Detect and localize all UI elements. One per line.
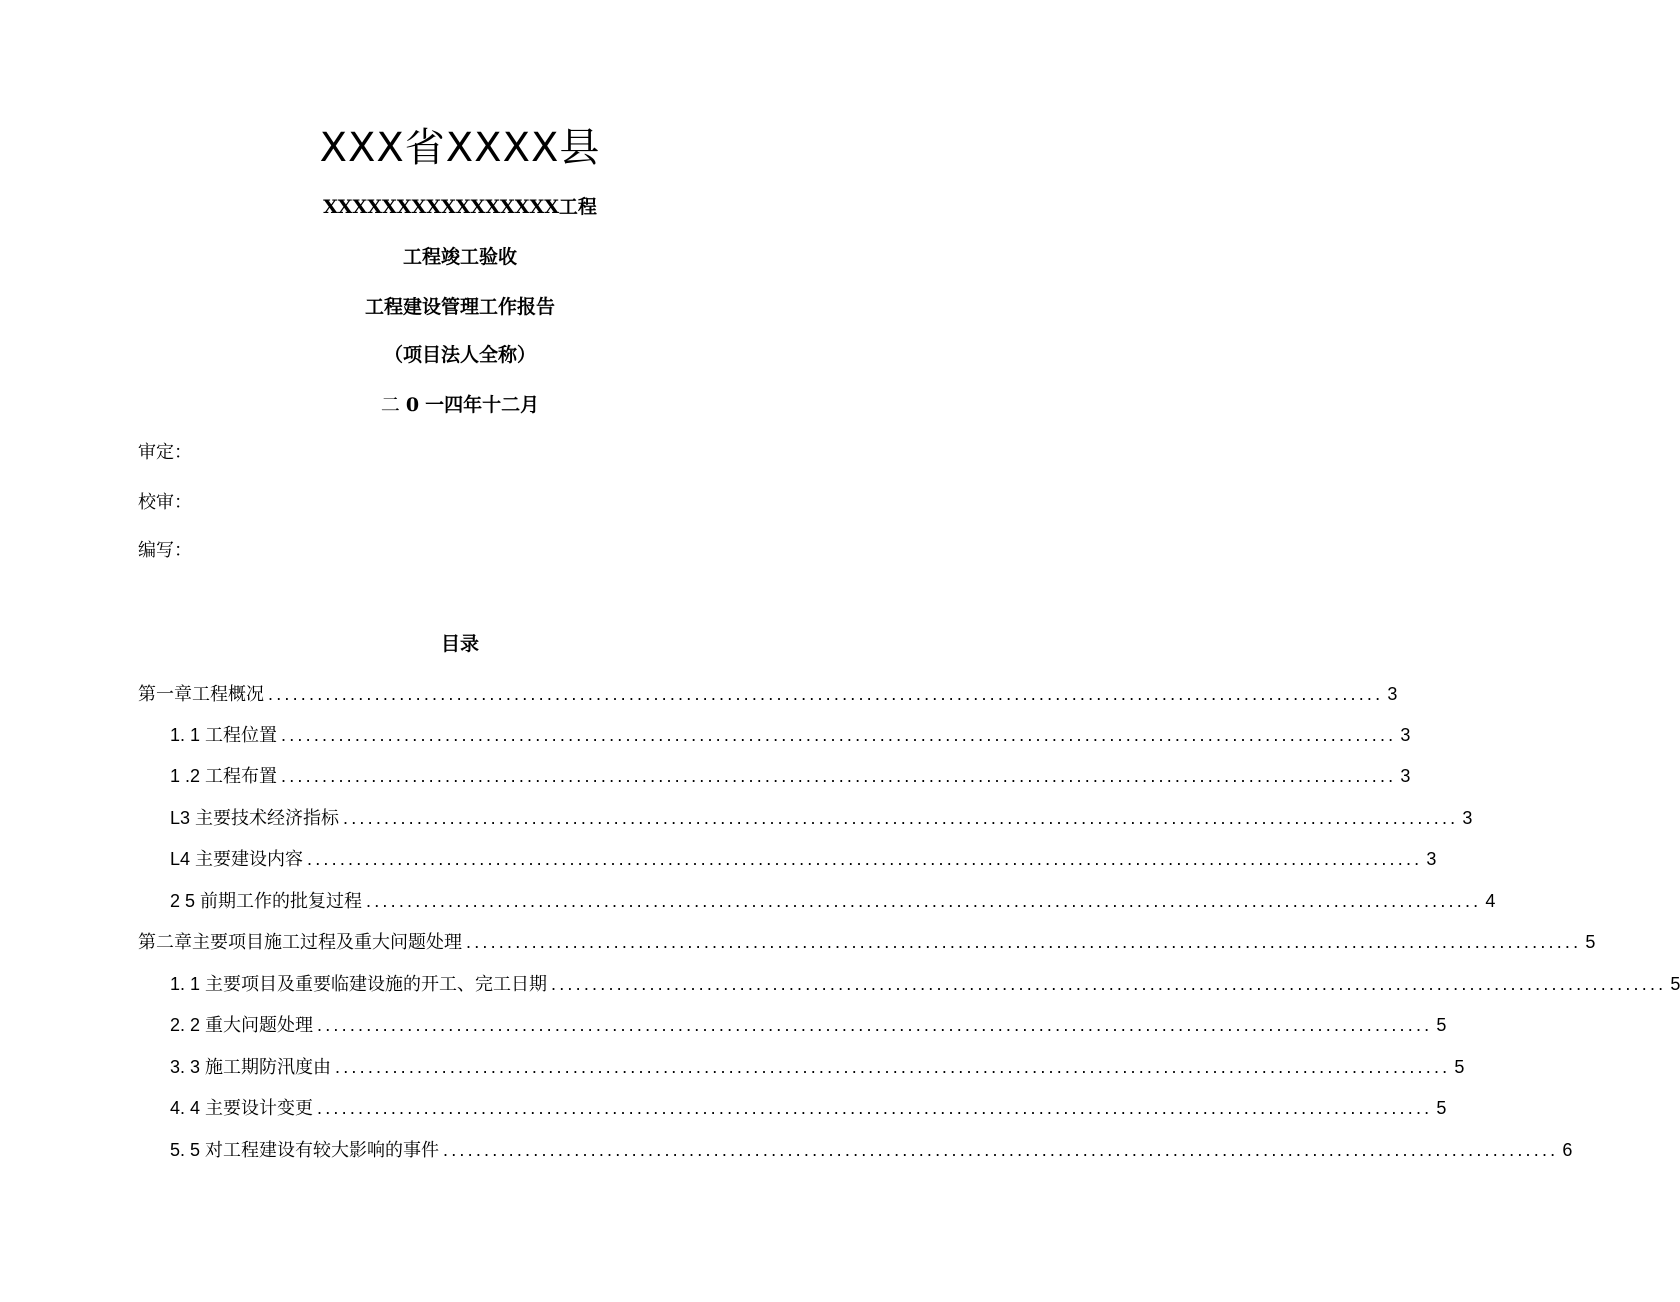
toc-entry[interactable] [170, 1095, 1447, 1122]
toc-entry[interactable] [170, 846, 1437, 873]
project-name: XXXXXXXXXXXXXXXX工程 [323, 196, 597, 218]
toc-page-number: 3 [1462, 808, 1473, 828]
toc-entry-number: 2. 2 [170, 1015, 206, 1035]
toc-entry-text: 前期工作的批复过程 [200, 891, 363, 912]
toc-dot-leader: ........................................................................................................................................ [307, 849, 1423, 869]
toc-entry-label [170, 846, 303, 873]
toc-entry[interactable] [170, 763, 1411, 790]
date-suffix: 一四年十二月 [425, 394, 540, 416]
toc-entry[interactable] [170, 888, 1496, 915]
report-date [0, 392, 920, 418]
toc-entry-text: 主要建设内容 [195, 849, 304, 870]
toc-entry-label [170, 1054, 331, 1081]
toc-entry[interactable] [138, 929, 1596, 956]
toc-dot-leader: ........................................................................................................................................ [281, 766, 1397, 786]
toc-entry-text: 施工期防汛度由 [205, 1057, 332, 1078]
toc-dot-leader: ........................................................................................................................................ [317, 1015, 1433, 1035]
toc-entry-label [170, 1012, 313, 1039]
toc-page-number: 3 [1400, 766, 1411, 786]
toc-entry-number: 1 .2 [170, 766, 206, 786]
toc-entry-number: 3. 3 [170, 1057, 206, 1077]
toc-entry[interactable] [170, 805, 1473, 832]
toc-entry[interactable] [170, 1137, 1573, 1164]
toc-page-number: 6 [1562, 1140, 1573, 1160]
toc-dot-leader: ........................................................................................................................................ [551, 974, 1667, 994]
toc-page-number: 5 [1454, 1057, 1465, 1077]
toc-dot-leader: ........................................................................................................................................ [366, 891, 1482, 911]
toc-dot-leader: ........................................................................................................................................ [466, 932, 1582, 952]
toc-dot-leader: ........................................................................................................................................ [335, 1057, 1451, 1077]
signoff-compile: 编写： [138, 540, 192, 561]
toc-page-number: 5 [1585, 932, 1596, 952]
toc-entry[interactable] [170, 722, 1411, 749]
toc-entry-number: 5. 5 [170, 1140, 206, 1160]
report-subtitle-management: 工程建设管理工作报告 [364, 296, 555, 318]
toc-entry-text: 工程布置 [205, 766, 278, 787]
toc-page-number: 5 [1670, 974, 1680, 994]
toc-page-number: 3 [1387, 684, 1398, 704]
toc-entry-text: 主要项目及重要临建设施的开工、完工日期 [205, 974, 548, 995]
toc-entry-text: 第二章主要项目施工过程及重大问题处理 [138, 932, 462, 953]
toc-entry-label [170, 722, 277, 749]
toc-entry[interactable] [170, 1054, 1465, 1081]
toc-entry-label [170, 763, 277, 790]
toc-entry-text: 重大问题处理 [205, 1015, 314, 1036]
toc-entry-label [170, 1137, 439, 1164]
toc-entry-text: 第一章工程概况 [138, 684, 264, 705]
toc-entry[interactable] [170, 1012, 1447, 1039]
toc-entry-label [170, 805, 339, 832]
toc-dot-leader: ........................................................................................................................................ [317, 1098, 1433, 1118]
toc-dot-leader: ........................................................................................................................................ [343, 808, 1459, 828]
toc-entry[interactable] [170, 971, 1680, 998]
document-title: XXX省XXXX县 [319, 125, 601, 171]
date-prefix: 二 [380, 394, 400, 416]
toc-page-number: 3 [1426, 849, 1437, 869]
report-subtitle-acceptance: 工程竣工验收 [402, 246, 517, 268]
toc-entry-number: L4 [170, 849, 196, 869]
toc-title: 目录 [440, 633, 479, 655]
toc-entry-text: 工程位置 [205, 725, 278, 746]
toc-entry-number: 1. 1 [170, 725, 206, 745]
project-owner: （项目法人全称） [383, 344, 536, 366]
toc-entry-label [170, 1095, 313, 1122]
toc-entry[interactable] [138, 681, 1398, 708]
toc-entry-label [170, 888, 362, 915]
toc-dot-leader: ........................................................................................................................................ [443, 1140, 1559, 1160]
toc-entry-number: L3 [170, 808, 196, 828]
signoff-review: 校审： [138, 492, 192, 513]
toc-entry-text: 主要设计变更 [205, 1098, 314, 1119]
toc-entry-number: 1. 1 [170, 974, 206, 994]
signoff-approve: 审定： [138, 442, 192, 463]
toc-page-number: 5 [1436, 1015, 1447, 1035]
toc-dot-leader: ........................................................................................................................................ [281, 725, 1397, 745]
toc-page-number: 5 [1436, 1098, 1447, 1118]
toc-entry-number: 4. 4 [170, 1098, 206, 1118]
toc-page-number: 3 [1400, 725, 1411, 745]
toc-page-number: 4 [1485, 891, 1496, 911]
toc-entry-label [138, 930, 462, 956]
toc-entry-label [170, 971, 547, 998]
toc-entry-text: 对工程建设有较大影响的事件 [205, 1140, 440, 1161]
toc-entry-number: 2 5 [170, 891, 201, 911]
toc-dot-leader: ........................................................................................................................................ [268, 684, 1384, 704]
date-zero: 0 [405, 394, 420, 416]
toc-entry-label [138, 682, 264, 708]
toc-entry-text: 主要技术经济指标 [195, 808, 340, 829]
